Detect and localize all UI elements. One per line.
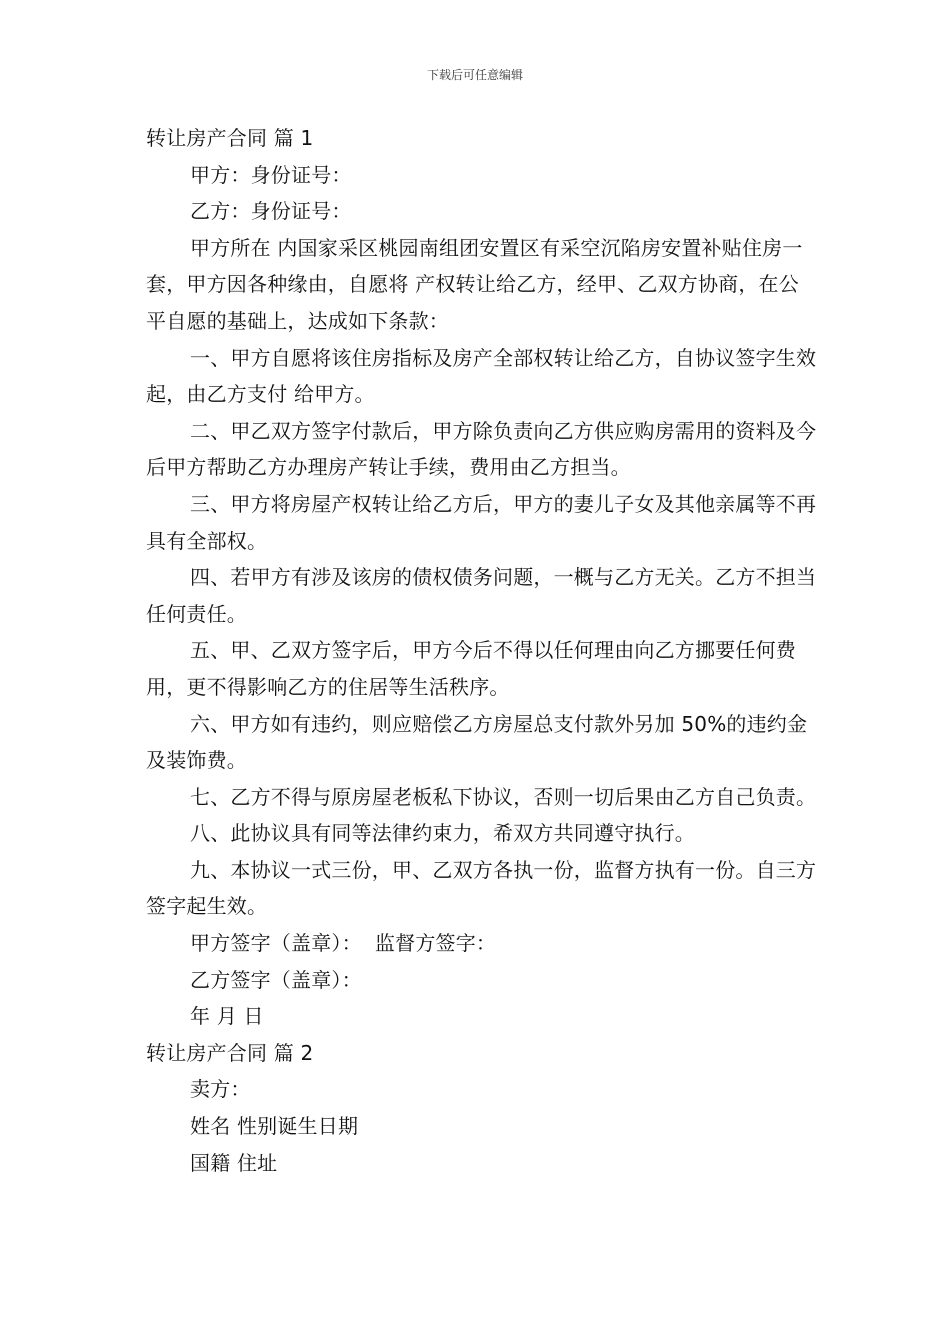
preamble-paragraph: 甲方所在 内国家采区桃园南组团安置区有采空沉陷房安置补贴住房一套，甲方因各种缘由，自愿将 产权转让给乙方，经甲、乙双方协商，在公平自愿的基础上，达成如下条款： (146, 235, 803, 333)
clause-4: 四、若甲方有涉及该房的债权债务问题，一概与乙方无关。乙方不担当任何责任。 (146, 565, 817, 626)
seller-label: 卖方： (190, 1077, 251, 1102)
signature-party-a: 甲方签字（盖章）： 监督方签字： (190, 931, 497, 956)
party-b-id-line: 乙方：身份证号： (190, 199, 352, 224)
signature-party-b: 乙方签字（盖章）： (190, 967, 362, 992)
party-a-id-line: 甲方：身份证号： (190, 162, 352, 187)
date-line: 年 月 日 (190, 1004, 264, 1029)
seller-name-gender-birth: 姓名 性别诞生日期 (190, 1114, 359, 1139)
section-heading-1: 转让房产合同 篇 1 (146, 126, 314, 150)
clause-3: 三、甲方将房屋产权转让给乙方后，甲方的妻儿子女及其他亲属等不再具有全部权。 (146, 491, 817, 553)
clause-5: 五、甲、乙双方签字后，甲方今后不得以任何理由向乙方挪要任何费用，更不得影响乙方的住居等生活秩序。 (146, 638, 796, 699)
clause-7: 七、乙方不得与原房屋老板私下协议，否则一切后果由乙方自己负责。 (190, 784, 817, 809)
clause-2: 二、甲乙双方签字付款后，甲方除负责向乙方供应购房需用的资料及今后甲方帮助乙方办理房产转让手续，费用由乙方担当。 (146, 418, 817, 480)
section-heading-2: 转让房产合同 篇 2 (146, 1040, 314, 1065)
document-body (146, 120, 818, 1181)
clause-9: 九、本协议一式三份，甲、乙双方各执一份，监督方执有一份。自三方签字起生效。 (146, 857, 817, 919)
clause-1: 一、甲方自愿将该住房指标及房产全部权转让给乙方，自协议签字生效起，由乙方支付 给甲方。 (146, 345, 817, 407)
seller-nationality-address: 国籍 住址 (190, 1150, 278, 1175)
clause-8: 八、此协议具有同等法律约束力，希双方共同遵守执行。 (190, 821, 695, 846)
clause-6: 六、甲方如有违约，则应赔偿乙方房屋总支付款外另加 50%的违约金及装饰费。 (146, 711, 808, 773)
page-header-note: 下载后可任意编辑 (426, 68, 523, 82)
